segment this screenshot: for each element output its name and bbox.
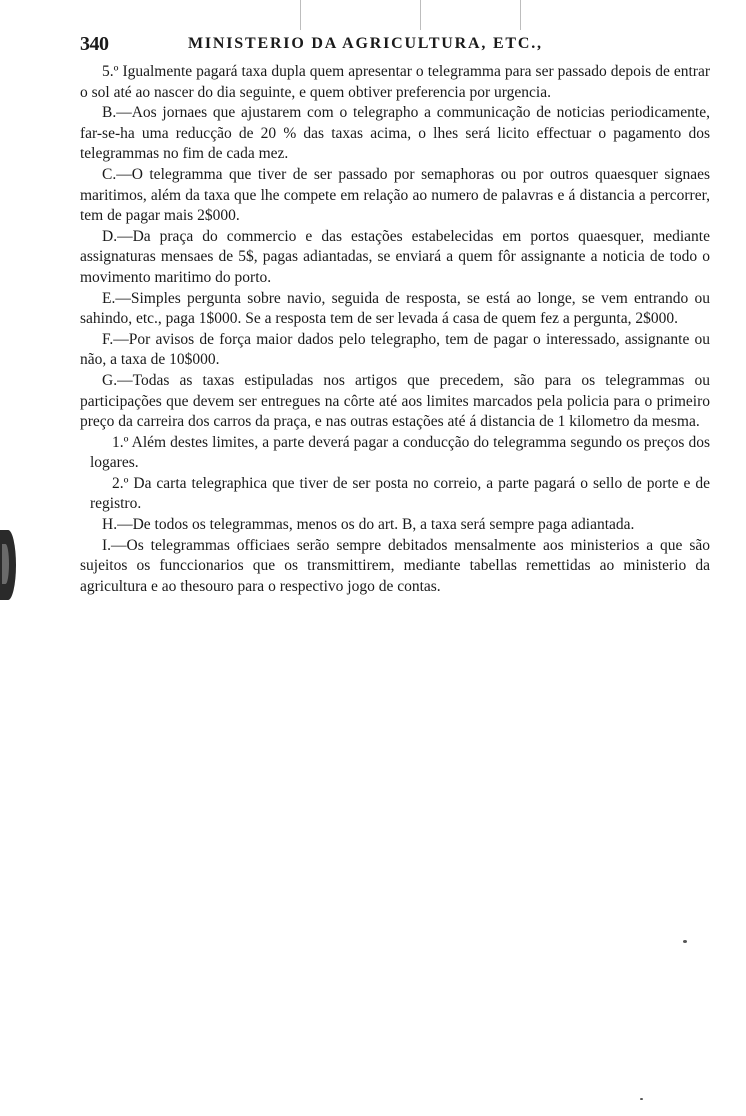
paragraph-i: I.—Os telegrammas officiaes serão sempre debitados mensalmente aos ministerios a que são sujeitos os funccionarios que os transmittirem, mediante tabellas remettidas ao ministerio da agricultura e ao thesouro para o respectivo jogo de contas.	[80, 536, 710, 595]
scan-artifact-line	[420, 0, 421, 30]
paragraph-g-1: 1.º Além destes limites, a parte deverá pagar a conducção do telegramma segundo os preços dos logares.	[90, 433, 710, 472]
running-head: MINISTERIO DA AGRICULTURA, ETC.,	[188, 35, 543, 52]
paragraph-d: D.—Da praça do commercio e das estações estabelecidas em portos quaesquer, mediante assignaturas mensaes de 5$, pagas adiantadas, se enviará a quem fôr assignante a noticia de todo o movimento maritimo do porto.	[80, 227, 710, 286]
margin-ink-mark	[0, 530, 16, 600]
paragraph-h: H.—De todos os telegrammas, menos os do art. B, a taxa será sempre paga adiantada.	[102, 516, 635, 534]
paragraph-b: B.—Aos jornaes que ajustarem com o telegrapho a communicação de noticias periodicamente, far-se-ha uma reducção de 20 % das taxas acima, o lhes será licito effectuar o pagamento dos telegrammas no fim de cada mez.	[80, 104, 710, 163]
paragraph-e: E.—Simples pergunta sobre navio, seguida de resposta, se está ao longe, se vem entrando ou sahindo, etc., paga 1$000. Se a resposta tem de ser levada á casa de quem fez a pergunta, 2$000.	[80, 289, 710, 328]
page-header	[80, 33, 720, 59]
paragraph-f: F.—Por avisos de força maior dados pelo telegrapho, tem de pagar o interessado, assignante ou não, a taxa de 10$000.	[80, 330, 710, 369]
scan-speck	[640, 1098, 643, 1100]
scan-speck	[683, 940, 687, 943]
scan-artifact-line	[300, 0, 301, 30]
paragraph-g: G.—Todas as taxas estipuladas nos artigos que precedem, são para os telegrammas ou participações que devem ser entregues na côrte até aos limites marcados pela policia para o primeiro preço da carreira dos carros da praça, e nas outras estações até á distancia de 1 kilometro da mesma.	[80, 371, 710, 431]
body-text	[80, 62, 710, 597]
scan-artifact-line	[520, 0, 521, 30]
paragraph-c: C.—O telegramma que tiver de ser passado por semaphoras ou por outros quaesquer signaes maritimos, além da taxa que lhe compete em relação ao numero de palavras e á distancia a percorrer, tem de pagar mais 2$000.	[80, 165, 710, 225]
paragraph-5: 5.º Igualmente pagará taxa dupla quem apresentar o telegramma para ser passado depois de entrar o sol até ao nascer do dia seguinte, e quem obtiver preferencia por urgencia.	[80, 63, 710, 101]
page-number: 340	[80, 33, 109, 55]
paragraph-g-2: 2.º Da carta telegraphica que tiver de ser posta no correio, a parte pagará o sello de porte e de registro.	[90, 474, 710, 513]
